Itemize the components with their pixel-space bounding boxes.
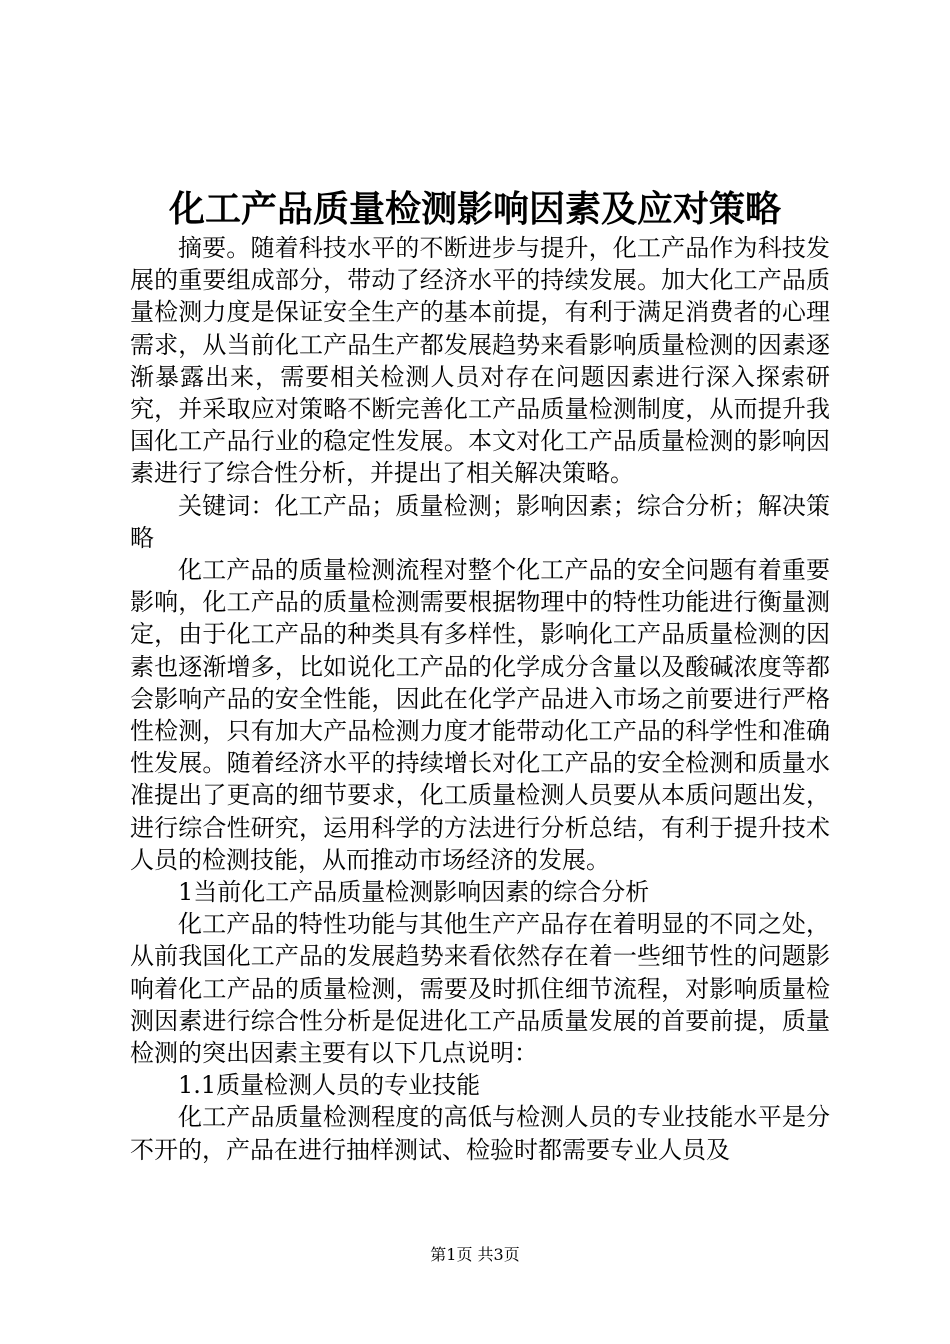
subsection-heading: 1.1质量检测人员的专业技能 xyxy=(178,1071,481,1100)
document-title: 化工产品质量检测影响因素及应对策略 xyxy=(168,188,781,230)
abstract-paragraph: 摘要。随着科技水平的不断进步与提升，化工产品作为科技发展的重要组成部分，带动了经济水平的持续发展。加大化工产品质量检测力度是保证安全生产的基本前提，有利于满足消费者的心理需求，从当前化工产品生产都发展趋势来看影响质量检测的因素逐渐暴露出来，需要相关检测人员对存在问题因素进行深入探索研究，并采取应对策略不断完善化工产品质量检测制度，从而提升我国化工产品行业的稳定性发展。本文对化工产品质量检测的影响因素进行了综合性分析，并提出了相关解决策略。 xyxy=(130,234,830,488)
page-footer: 第1页 共3页 xyxy=(430,1245,520,1264)
body-paragraph: 化工产品的特性功能与其他生产产品存在着明显的不同之处，从前我国化工产品的发展趋势来看依然存在着一些细节性的问题影响着化工产品的质量检测，需要及时抓住细节流程，对影响质量检测因素进行综合性分析是促进化工产品质量发展的首要前提，质量检测的突出因素主要有以下几点说明： xyxy=(130,910,830,1068)
document-body xyxy=(130,232,830,1166)
section-heading: 1当前化工产品质量检测影响因素的综合分析 xyxy=(178,878,650,907)
body-paragraph: 化工产品质量检测程度的高低与检测人员的专业技能水平是分不开的，产品在进行抽样测试、检验时都需要专业人员及 xyxy=(130,1103,830,1164)
keywords-paragraph: 关键词：化工产品；质量检测；影响因素；综合分析；解决策略 xyxy=(130,491,830,552)
body-paragraph: 化工产品的质量检测流程对整个化工产品的安全问题有着重要影响，化工产品的质量检测需要根据物理中的特性功能进行衡量测定，由于化工产品的种类具有多样性，影响化工产品质量检测的因素也逐渐增多，比如说化工产品的化学成分含量以及酸碱浓度等都会影响产品的安全性能，因此在化学产品进入市场之前要进行严格性检测，只有加大产品检测力度才能带动化工产品的科学性和准确性发展。随着经济水平的持续增长对化工产品的安全检测和质量水准提出了更高的细节要求，化工质量检测人员要从本质问题出发，进行综合性研究，运用科学的方法进行分析总结，有利于提升技术人员的检测技能，从而推动市场经济的发展。 xyxy=(130,556,830,874)
